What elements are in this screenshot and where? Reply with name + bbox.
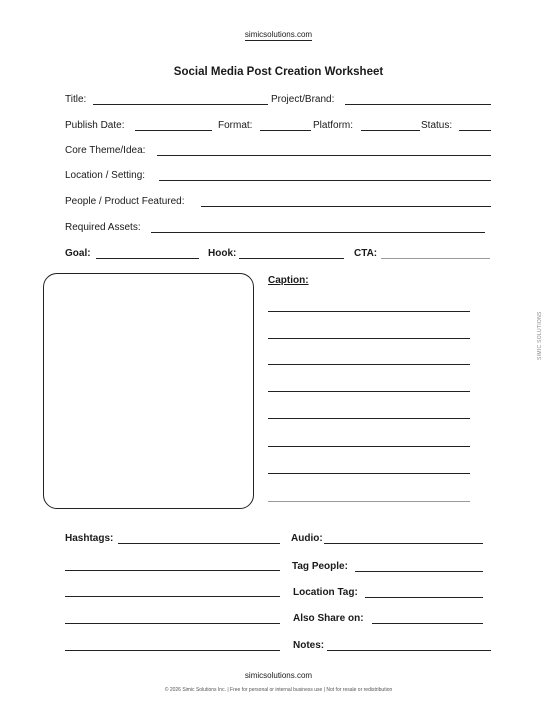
side-watermark: SIMIC SOLUTIONS (537, 311, 543, 360)
goal-field[interactable] (96, 258, 199, 259)
cta-field[interactable] (381, 258, 490, 259)
publish-date-field[interactable] (135, 130, 212, 131)
title-field[interactable] (93, 104, 268, 105)
caption-line[interactable] (268, 338, 470, 339)
caption-line[interactable] (268, 501, 470, 502)
format-field[interactable] (260, 130, 311, 131)
status-label: Status: (421, 120, 453, 131)
header-website (0, 30, 557, 39)
cta-label: CTA: (354, 248, 378, 259)
hook-label: Hook: (208, 248, 237, 259)
hashtags-label: Hashtags: (65, 533, 114, 544)
location-setting-label: Location / Setting: (65, 170, 146, 181)
caption-label: Caption: (268, 275, 309, 286)
publish-date-label: Publish Date: (65, 120, 125, 131)
header-website-link[interactable]: simicsolutions.com (244, 30, 313, 39)
goal-label: Goal: (65, 248, 91, 259)
people-product-field[interactable] (201, 206, 491, 207)
hashtags-line[interactable] (65, 596, 280, 597)
caption-line[interactable] (268, 446, 470, 447)
title-label: Title: (65, 94, 87, 105)
caption-line[interactable] (268, 418, 470, 419)
footer-copyright: © 2026 Simic Solutions Inc. | Free for personal or internal business use | Not for resale or redistribution (164, 687, 393, 693)
hashtags-line[interactable] (65, 623, 280, 624)
caption-line[interactable] (268, 473, 470, 474)
caption-line[interactable] (268, 364, 470, 365)
required-assets-field[interactable] (151, 232, 485, 233)
also-share-on-label: Also Share on: (293, 613, 364, 624)
tag-people-label: Tag People: (292, 561, 348, 572)
location-tag-field[interactable] (365, 597, 483, 598)
core-theme-field[interactable] (157, 155, 491, 156)
audio-label: Audio: (291, 533, 323, 544)
core-theme-label: Core Theme/Idea: (65, 145, 146, 156)
tag-people-field[interactable] (355, 571, 483, 572)
hashtags-line[interactable] (65, 570, 280, 571)
status-field[interactable] (459, 130, 491, 131)
worksheet-title: Social Media Post Creation Worksheet (173, 66, 384, 78)
location-setting-field[interactable] (159, 180, 491, 181)
format-label: Format: (218, 120, 253, 131)
people-product-label: People / Product Featured: (65, 196, 185, 207)
hook-field[interactable] (239, 258, 344, 259)
hashtags-line[interactable] (65, 650, 280, 651)
image-placeholder-box[interactable] (43, 273, 254, 509)
caption-line[interactable] (268, 311, 470, 312)
project-brand-label: Project/Brand: (271, 94, 335, 105)
notes-label: Notes: (293, 640, 325, 651)
audio-field[interactable] (324, 543, 483, 544)
also-share-on-field[interactable] (372, 623, 483, 624)
location-tag-label: Location Tag: (293, 587, 358, 598)
notes-field[interactable] (327, 650, 491, 651)
hashtags-field[interactable] (118, 543, 280, 544)
footer-website[interactable]: simicsolutions.com (244, 671, 313, 680)
required-assets-label: Required Assets: (65, 222, 141, 233)
platform-field[interactable] (361, 130, 420, 131)
caption-line[interactable] (268, 391, 470, 392)
platform-label: Platform: (313, 120, 354, 131)
project-brand-field[interactable] (345, 104, 491, 105)
